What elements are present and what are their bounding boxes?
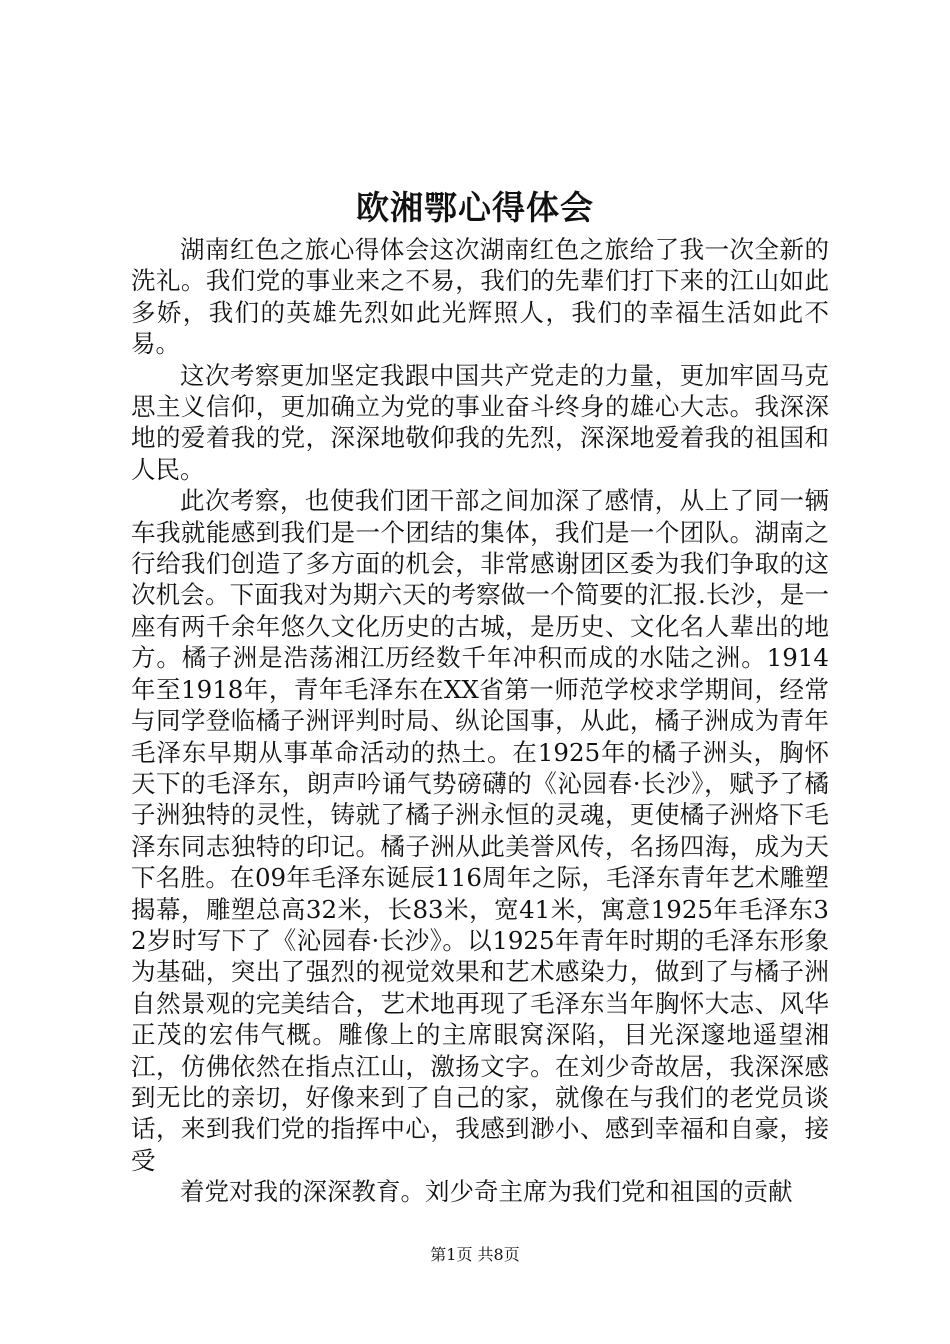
- page-footer: 第1页 共8页: [430, 1245, 520, 1264]
- paragraph-2: 这次考察更加坚定我跟中国共产党走的力量，更加牢固马克思主义信仰，更加确立为党的事业奋斗终身的雄心大志。我深深地的爱着我的党，深深地敬仰我的先烈，深深地爱着我的祖国和人民。: [131, 360, 829, 484]
- paragraph-1: 湖南红色之旅心得体会这次湖南红色之旅给了我一次全新的洗礼。我们党的事业来之不易，我们的先辈们打下来的江山如此多娇，我们的英雄先烈如此光辉照人，我们的幸福生活如此不易。: [131, 235, 829, 359]
- document-body: [131, 234, 829, 1208]
- document-title: 欧湘鄂心得体会: [356, 188, 594, 227]
- paragraph-4: 着党对我的深深教育。刘少奇主席为我们党和祖国的贡献: [180, 1177, 793, 1207]
- paragraph-3: 此次考察，也使我们团干部之间加深了感情，从上了同一辆车我就能感到我们是一个团结的集体，我们是一个团队。湖南之行给我们创造了多方面的机会，非常感谢团区委为我们争取的这次机会。下面我对为期六天的考察做一个简要的汇报.长沙，是一座有两千余年悠久文化历史的古城，是历史、文化名人辈出的地方。橘子洲是浩荡湘江历经数千年冲积而成的水陆之洲。1914年至1918年，青年毛泽东在XX省第一师范学校求学期间，经常与同学登临橘子洲评判时局、纵论国事，从此，橘子洲成为青年毛泽东早期从事革命活动的热土。在1925年的橘子洲头，胸怀天下的毛泽东，朗声吟诵气势磅礴的《沁园春·长沙》，赋予了橘子洲独特的灵性，铸就了橘子洲永恒的灵魂，更使橘子洲烙下毛泽东同志独特的印记。橘子洲从此美誉风传，名扬四海，成为天下名胜。在09年毛泽东诞辰116周年之际，毛泽东青年艺术雕塑揭幕，雕塑总高32米，长83米，宽41米，寓意1925年毛泽东32岁时写下了《沁园春·长沙》。以1925年青年时期的毛泽东形象为基础，突出了强烈的视觉效果和艺术感染力，做到了与橘子洲自然景观的完美结合，艺术地再现了毛泽东当年胸怀大志、风华正茂的宏伟气概。雕像上的主席眼窝深陷，目光深邃地遥望湘江，仿佛依然在指点江山，激扬文字。在刘少奇故居，我深深感到无比的亲切，好像来到了自己的家，就像在与我们的老党员谈话，来到我们党的指挥中心，我感到渺小、感到幸福和自豪，接受: [131, 486, 829, 1175]
